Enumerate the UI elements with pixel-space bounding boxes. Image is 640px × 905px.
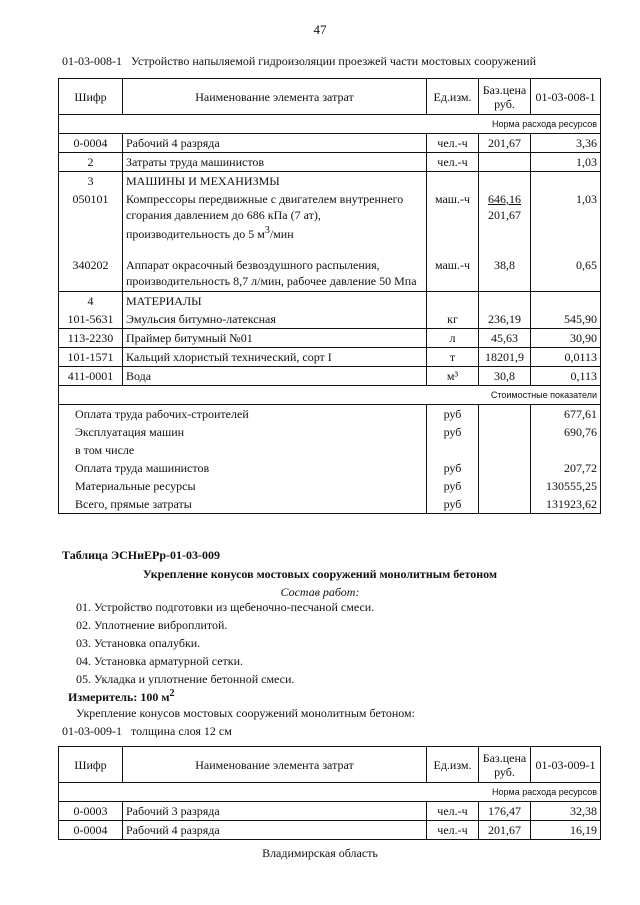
row-unit: чел.-ч: [427, 153, 479, 172]
row-code: 2: [59, 153, 123, 172]
header-code: Шифр: [59, 79, 123, 115]
norm-label-row: [59, 783, 601, 802]
table-title: Укрепление конусов мостовых сооружений монолитным бетоном: [142, 567, 498, 581]
table-row: [59, 310, 601, 329]
table-row: [59, 802, 601, 821]
meter-sup: 2: [169, 688, 175, 699]
header-name: Наименование элемента затрат: [123, 79, 427, 115]
summary-unit: руб: [427, 495, 479, 514]
resource-table-2: [58, 746, 601, 840]
summary-name: Оплата труда рабочих-строителей: [59, 405, 427, 424]
row-price: [479, 190, 531, 243]
header-name: Наименование элемента затрат: [123, 747, 427, 783]
summary-unit: [427, 441, 479, 459]
row-name: Кальций хлористый технический, сорт I: [123, 348, 427, 367]
row-price-main: 646,16: [488, 192, 521, 206]
row-name: Вода: [123, 367, 427, 386]
row-price: 176,47: [479, 802, 531, 821]
summary-unit: руб: [427, 477, 479, 495]
sub-code: [62, 724, 232, 739]
row-name: Рабочий 3 разряда: [123, 802, 427, 821]
summary-name: Всего, прямые затраты: [59, 495, 427, 514]
summary-value: 207,72: [531, 459, 601, 477]
row-name: Рабочий 4 разряда: [123, 821, 427, 840]
row-price: 45,63: [479, 329, 531, 348]
row-name: Рабочий 4 разряда: [123, 134, 427, 153]
row-norm: 32,38: [531, 802, 601, 821]
row-code: 101-1571: [59, 348, 123, 367]
cost-label-row: [59, 386, 601, 405]
header-code: Шифр: [59, 747, 123, 783]
header-norm-code: 01-03-009-1: [531, 747, 601, 783]
summary-name: Материальные ресурсы: [59, 477, 427, 495]
summary-value: [531, 441, 601, 459]
row-name: Затраты труда машинистов: [123, 153, 427, 172]
row-norm: 1,03: [531, 153, 601, 172]
norm-label-row: [59, 115, 601, 134]
row-unit: маш.-ч: [427, 243, 479, 292]
section-heading: [62, 54, 536, 69]
row-unit: кг: [427, 310, 479, 329]
table-header-row: [59, 79, 601, 115]
row-price: 201,67: [479, 134, 531, 153]
row-code: 411-0001: [59, 367, 123, 386]
row-code: 101-5631: [59, 310, 123, 329]
summary-row: [59, 477, 601, 495]
header-unit: Ед.изм.: [427, 79, 479, 115]
summary-row: [59, 423, 601, 441]
group-row-materials: [59, 292, 601, 311]
row-unit: маш.-ч: [427, 190, 479, 243]
row-norm: 0,113: [531, 367, 601, 386]
norm-label: Норма расхода ресурсов: [59, 783, 601, 802]
row-code: 113-2230: [59, 329, 123, 348]
table-row: [59, 153, 601, 172]
summary-row: [59, 441, 601, 459]
row-norm: 16,19: [531, 821, 601, 840]
row-price-secondary: 201,67: [488, 208, 521, 222]
sub-code-number: 01-03-009-1: [62, 724, 122, 738]
work-list: [76, 598, 374, 688]
row-price: 201,67: [479, 821, 531, 840]
row-price: 236,19: [479, 310, 531, 329]
summary-row: [59, 495, 601, 514]
row-name: Аппарат окрасочный безвоздушного распыления, производительность 8,7 л/мин, рабочее давление 50 Мпа: [123, 243, 427, 292]
row-price: 30,8: [479, 367, 531, 386]
summary-value: 690,76: [531, 423, 601, 441]
meter-label: Измеритель: 100 м: [68, 690, 170, 704]
table-row: [59, 134, 601, 153]
table-row: [59, 367, 601, 386]
row-unit: чел.-ч: [427, 134, 479, 153]
table-header-row: [59, 747, 601, 783]
row-norm: 1,03: [531, 190, 601, 243]
summary-value: 130555,25: [531, 477, 601, 495]
table-row: [59, 329, 601, 348]
row-norm: 545,90: [531, 310, 601, 329]
work-item: 05. Укладка и уплотнение бетонной смеси.: [76, 672, 295, 686]
group-name: МАШИНЫ И МЕХАНИЗМЫ: [123, 172, 427, 191]
norm-label: Норма расхода ресурсов: [59, 115, 601, 134]
section-code: 01-03-008-1: [62, 54, 122, 68]
work-item: 02. Уплотнение виброплитой.: [76, 618, 228, 632]
summary-name: Оплата труда машинистов: [59, 459, 427, 477]
meter: [68, 688, 175, 705]
resource-table-1: [58, 78, 601, 514]
work-composition-heading: Состав работ:: [280, 585, 360, 599]
work-item: 01. Устройство подготовки из щебеночно-песчаной смеси.: [76, 600, 375, 614]
header-price: Баз.цена руб.: [479, 747, 531, 783]
row-code: 340202: [59, 243, 123, 292]
row-norm: 3,36: [531, 134, 601, 153]
row-name: Эмульсия битумно-латексная: [123, 310, 427, 329]
cost-label: Стоимостные показатели: [59, 386, 601, 405]
table-row: [59, 821, 601, 840]
row-code: 0-0004: [59, 821, 123, 840]
row-name: Праймер битумный №01: [123, 329, 427, 348]
row-code: 0-0003: [59, 802, 123, 821]
table-row: [59, 243, 601, 292]
row-price: 18201,9: [479, 348, 531, 367]
table-row: [59, 190, 601, 243]
summary-row: [59, 459, 601, 477]
row-norm: 30,90: [531, 329, 601, 348]
group-code: 3: [59, 172, 123, 191]
row-norm: 0,0113: [531, 348, 601, 367]
row-price: 38,8: [479, 243, 531, 292]
sub-code-text: толщина слоя 12 см: [131, 724, 232, 738]
summary-row: [59, 405, 601, 424]
row-unit: л: [427, 329, 479, 348]
group-code: 4: [59, 292, 123, 311]
section-title: Устройство напыляемой гидроизоляции проезжей части мостовых сооружений: [131, 54, 536, 68]
summary-unit: руб: [427, 459, 479, 477]
page-number: 47: [313, 22, 327, 37]
summary-value: 677,61: [531, 405, 601, 424]
work-item: 04. Установка арматурной сетки.: [76, 654, 244, 668]
summary-unit: руб: [427, 405, 479, 424]
row-unit: м³: [427, 367, 479, 386]
header-price: Баз.цена руб.: [479, 79, 531, 115]
row-unit: чел.-ч: [427, 821, 479, 840]
table-description: Укрепление конусов мостовых сооружений монолитным бетоном:: [76, 706, 415, 720]
row-norm: 0,65: [531, 243, 601, 292]
row-price: [479, 153, 531, 172]
table-row: [59, 348, 601, 367]
summary-unit: руб: [427, 423, 479, 441]
row-name: Компрессоры передвижные с двигателем внутреннего сгорания давлением до 686 кПа (7 ат), производительность до 5 $м^3$/мин: [123, 190, 427, 243]
header-norm-code: 01-03-008-1: [531, 79, 601, 115]
group-name: МАТЕРИАЛЫ: [123, 292, 427, 311]
group-row-machines: [59, 172, 601, 191]
row-unit: чел.-ч: [427, 802, 479, 821]
summary-value: 131923,62: [531, 495, 601, 514]
summary-name: Эксплуатация машин: [59, 423, 427, 441]
summary-name: в том числе: [59, 441, 427, 459]
row-unit: т: [427, 348, 479, 367]
work-item: 03. Установка опалубки.: [76, 636, 201, 650]
row-code: 0-0004: [59, 134, 123, 153]
footer-region: Владимирская область: [262, 846, 378, 860]
table-caption: Таблица ЭСНиЕРр-01-03-009: [62, 548, 221, 562]
row-code: 050101: [59, 190, 123, 243]
header-unit: Ед.изм.: [427, 747, 479, 783]
